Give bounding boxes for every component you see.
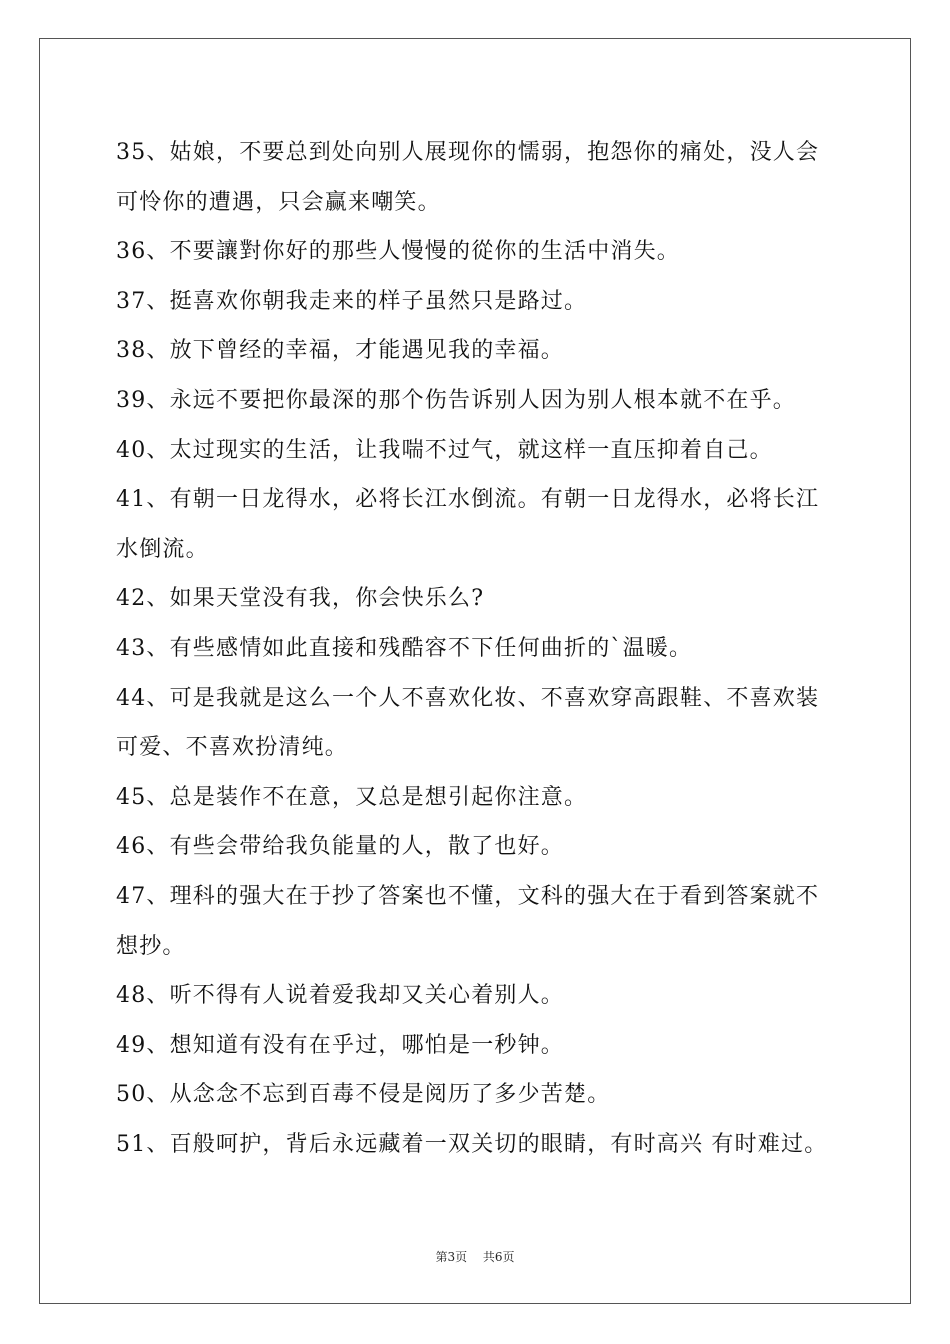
text-line: 40、太过现实的生活，让我喘不过气，就这样一直压抑着自己。 <box>116 437 773 463</box>
text-line: 38、放下曾经的幸福，才能遇见我的幸福。 <box>116 338 564 364</box>
page-number-total: 共6页 <box>482 1250 515 1264</box>
text-line: 47、理科的强大在于抄了答案也不懂，文科的强大在于看到答案就不 <box>116 883 820 909</box>
page-number-current: 第3页 <box>435 1250 468 1264</box>
text-line: 想抄。 <box>116 933 186 959</box>
page-footer <box>0 1248 950 1265</box>
text-line: 48、听不得有人说着爱我却又关心着别人。 <box>116 983 564 1009</box>
text-line: 36、不要讓對你好的那些人慢慢的從你的生活中消失。 <box>116 239 680 265</box>
text-line: 51、百般呵护，背后永远藏着一双关切的眼睛，有时高兴 有时难过。 <box>116 1131 828 1157</box>
text-line: 46、有些会带给我负能量的人，散了也好。 <box>116 834 564 860</box>
text-line: 49、想知道有没有在乎过，哪怕是一秒钟。 <box>116 1032 564 1058</box>
text-line: 50、从念念不忘到百毒不侵是阅历了多少苦楚。 <box>116 1082 611 1108</box>
text-line: 35、姑娘，不要总到处向别人展现你的懦弱，抱怨你的痛处，没人会 <box>116 140 820 165</box>
text-line: 39、永远不要把你最深的那个伤告诉别人因为别人根本就不在乎。 <box>116 387 796 413</box>
text-line: 44、可是我就是这么一个人不喜欢化妆、不喜欢穿高跟鞋、不喜欢装 <box>116 685 820 711</box>
text-line: 水倒流。 <box>116 536 209 562</box>
document-body <box>116 128 846 1169</box>
text-line: 43、有些感情如此直接和残酷容不下任何曲折的`温暖。 <box>116 635 693 661</box>
text-line: 42、如果天堂没有我，你会快乐么? <box>116 586 485 612</box>
text-line: 41、有朝一日龙得水，必将长江水倒流。有朝一日龙得水，必将长江 <box>116 487 820 513</box>
text-line: 可爱、不喜欢扮清纯。 <box>116 735 349 761</box>
text-line: 45、总是装作不在意，又总是想引起你注意。 <box>116 784 588 810</box>
text-line: 37、挺喜欢你朝我走来的样子虽然只是路过。 <box>116 288 588 314</box>
text-line: 可怜你的遭遇，只会赢来嘲笑。 <box>116 189 441 215</box>
